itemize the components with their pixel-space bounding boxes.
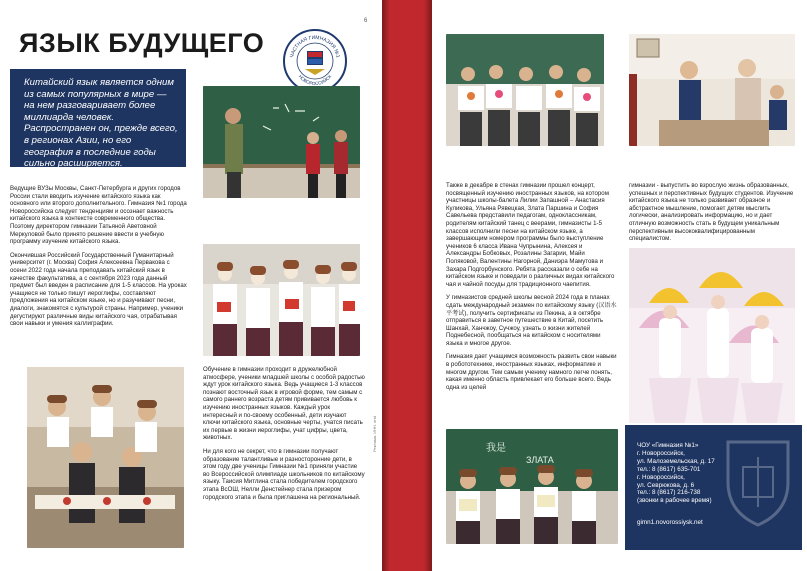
left-paragraph: Ни для кого не секрет, что в гимназии получают образование талантливые и разносторонние дети, в этом году две ученицы Гимназии №1 приняли участие во Всероссийской олимпиаде школьников по китайскому языку. Таисия Митлина стала победителем городского этапа ВсОШ, Нелли Денстейнер стала призером городского этапа и была приглашена на региональный. bbox=[203, 447, 365, 501]
school-seal-logo bbox=[283, 29, 347, 93]
contact-line: ЧОУ «Гимназия №1» bbox=[637, 442, 699, 449]
left-page bbox=[0, 0, 382, 571]
page-title: ЯЗЫК БУДУЩЕГО bbox=[19, 28, 265, 58]
photo-kids-with-drawings bbox=[446, 34, 604, 146]
contact-line: г. Новороссийск, bbox=[637, 449, 685, 457]
ad-credit: Реклама. ИНН. erid bbox=[372, 416, 377, 452]
contact-line: тел.: 8 (8617) 635-701 bbox=[637, 465, 701, 473]
board-name: ЗЛАТА bbox=[526, 455, 554, 465]
board-hanzi: 我是 bbox=[486, 443, 506, 454]
shield-icon bbox=[723, 437, 793, 527]
contact-line: ул. Севрюкова, д. 6 bbox=[637, 481, 695, 489]
right-paragraph: У гимназистов средней школы весной 2024 года в планах сдать международный экзамен по китайскому языку (汉语水平考试), получить сертификаты из Пекина, а в октябре отправиться в заветное путешествие в Китай, посетить Шанхай, Ханчжоу, Сучжоу, узнать о жизни жителей Поднебесной, пообщаться на китайском с носителями языка и многое другое. bbox=[446, 294, 617, 347]
right-column-text bbox=[203, 366, 365, 507]
left-column-text bbox=[10, 185, 187, 334]
right-paragraph: Гимназия дает учащимся возможность развить свои навыки в робототехнике, иностранных языках, информатике и многом другом. Тем самым ученику намного легче понять, какая именно область привлекает его больше всего. Ведь одна из целей bbox=[446, 353, 617, 391]
svg-text:НОВОРОССИЙСК bbox=[298, 74, 333, 87]
right-col2-text bbox=[629, 182, 795, 249]
left-paragraph: Ведущие ВУЗы Москвы, Санкт-Петербурга и других городов России стали вводить изучение китайского языка как основного или второго дополнительного. Гимназия №1 города Новороссийска следует тенденциям и осознает важность китайского языка в контексте современного общества. Поэтому директором гимназии Татьяной Аветовной Меркуловой было принято решение ввести в учебную программу изучение китайского языка. bbox=[10, 185, 187, 246]
photo-classroom-tea bbox=[27, 367, 184, 548]
photo-teacher-with-students bbox=[629, 34, 795, 146]
intro-callout: Китайский язык является одним из самых популярных в мире — на нем разговаривает более миллиарда человек. Распространен он, прежде всего, в регионах Азии, но его география в последние годы сильно расширяется. bbox=[10, 69, 186, 167]
right-page bbox=[432, 0, 807, 571]
contact-box bbox=[625, 425, 802, 550]
contact-line: (звонки в рабочее время) bbox=[637, 497, 712, 505]
contact-text bbox=[637, 442, 715, 527]
right-col1-text bbox=[446, 182, 618, 397]
left-paragraph: Окончившая Российский Государственный Гуманитарный университет (г. Москва) София Алексеевна Первакова с осени 2022 года начала преподавать китайский язык в качестве факультатива, а с сентября 2023 года данный предмет был введен в расписание для 1-5 классов. На уроках учащиеся не только пишут иероглифы, составляют предложения на китайском языке, но и разучивают песни, диалоги, знакомятся с культурой страны. Например, ученики дегустируют различные виды китайского чая, отрабатывая свои навыки и умения каллиграфии. bbox=[10, 251, 187, 328]
left-paragraph: Обучение в гимназии проходит в дружелюбной атмосфере, ученики младшей школы с особой радостью ждут урок китайского языка. Ведь учащиеся 1-3 классов познают восточный язык в игровой форме, тем самым с самого раннего возраста детям прививается любовь к изучению иностранных языков. Каждый урок интересный и по-своему особенный, дети изучают ключи китайского языка, основные черты, учатся писать их первые в жизни иероглифы, учат цифры, цвета, животных. bbox=[203, 366, 365, 442]
seal-bottom-text: НОВОРОССИЙСК bbox=[297, 73, 333, 87]
page-number: 6 bbox=[364, 18, 368, 24]
photo-teacher-chalkboard bbox=[203, 86, 360, 198]
contact-line: тел.: 8 (8617) 216-738 bbox=[637, 489, 701, 497]
spine-divider bbox=[382, 0, 432, 571]
photo-girls-at-board bbox=[446, 429, 618, 544]
right-paragraph: гимназии - выпустить во взрослую жизнь образованных, успешных и перспективных будущих студентов. Изучение китайского языка не только развивает образное и абстрактное мышление, помогает детям мыслить логически, анализировать информацию, но и дает отличную возможность стать в будущем уникальным перспективным высококвалифицированным специалистом. bbox=[629, 182, 794, 243]
seal-top-text: ЧАСТНАЯ ГИМНАЗИЯ №1 bbox=[289, 34, 341, 59]
photo-girls-with-props bbox=[203, 244, 360, 356]
contact-line: г. Новороссийск, bbox=[637, 473, 685, 481]
website-link[interactable]: gimn1.novorossiysk.net bbox=[637, 519, 703, 527]
right-paragraph: Также в декабре в стенах гимназии прошел концерт, посвященный изучению иностранных языков, на котором участницы школы-балета Лилии Запашной – Анастасия Куликова, Ульяна Рявецкая, Злата Паршина и София Савельева представили педагогам, одноклассникам, родителям китайский танец с веерами, гимназисты 1-5 классов исполнили песни на китайском языке, а завершающим номером программы было выступление учеников 6 класса Ивана Чупрынина, Алексея и Александры Бобковых, Розалины Загарии, Майи Поляковой, Валентины Нагорной, Даниэра Мамутова и Захара Подгорбунского. Ребята рассказали о себе на китайском языке и поведали о различных видах китайского чая и чайной посуды для традиционного чаепития. bbox=[446, 182, 615, 288]
contact-line: ул. Малоземельская, д. 17 bbox=[637, 457, 715, 465]
photo-fan-dancers bbox=[629, 248, 795, 423]
